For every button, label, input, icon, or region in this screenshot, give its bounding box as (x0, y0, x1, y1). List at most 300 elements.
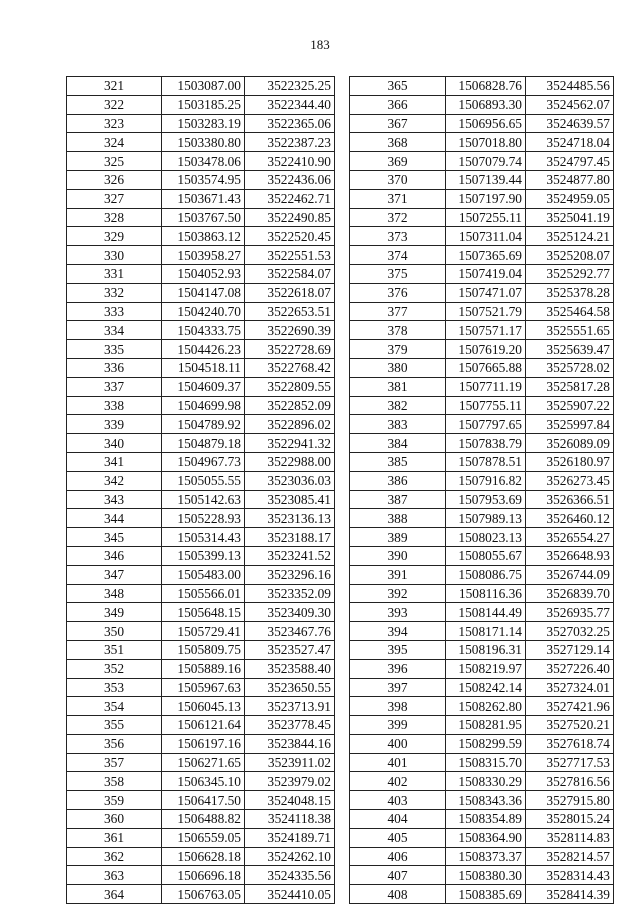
x-coordinate-cell: 1508330.29 (446, 772, 526, 791)
y-coordinate-cell: 3527618.74 (526, 734, 614, 753)
table-row (67, 640, 335, 659)
table-row (350, 377, 614, 396)
point-number-cell: 392 (350, 584, 446, 603)
y-coordinate-cell: 3526648.93 (526, 546, 614, 565)
table-row (350, 208, 614, 227)
x-coordinate-cell: 1505483.00 (162, 565, 245, 584)
x-coordinate-cell: 1507797.65 (446, 415, 526, 434)
x-coordinate-cell: 1504879.18 (162, 434, 245, 453)
point-number-cell: 367 (350, 114, 446, 133)
y-coordinate-cell: 3522653.51 (245, 302, 335, 321)
y-coordinate-cell: 3523650.55 (245, 678, 335, 697)
point-number-cell: 400 (350, 734, 446, 753)
point-number-cell: 349 (67, 603, 162, 622)
table-row (67, 603, 335, 622)
point-number-cell: 372 (350, 208, 446, 227)
x-coordinate-cell: 1507139.44 (446, 170, 526, 189)
table-row (67, 810, 335, 829)
point-number-cell: 395 (350, 640, 446, 659)
point-number-cell: 408 (350, 885, 446, 904)
table-row (67, 546, 335, 565)
y-coordinate-cell: 3527816.56 (526, 772, 614, 791)
y-coordinate-cell: 3525907.22 (526, 396, 614, 415)
y-coordinate-cell: 3523778.45 (245, 716, 335, 735)
table-row (350, 77, 614, 96)
table-row (350, 227, 614, 246)
point-number-cell: 352 (67, 659, 162, 678)
x-coordinate-cell: 1506045.13 (162, 697, 245, 716)
x-coordinate-cell: 1508380.30 (446, 866, 526, 885)
point-number-cell: 383 (350, 415, 446, 434)
point-number-cell: 364 (67, 885, 162, 904)
table-row (67, 77, 335, 96)
y-coordinate-cell: 3526554.27 (526, 528, 614, 547)
table-row (350, 95, 614, 114)
table-row (350, 114, 614, 133)
y-coordinate-cell: 3522852.09 (245, 396, 335, 415)
point-number-cell: 404 (350, 810, 446, 829)
table-row (67, 866, 335, 885)
table-row (350, 321, 614, 340)
x-coordinate-cell: 1503087.00 (162, 77, 245, 96)
y-coordinate-cell: 3522387.23 (245, 133, 335, 152)
y-coordinate-cell: 3524718.04 (526, 133, 614, 152)
x-coordinate-cell: 1507197.90 (446, 189, 526, 208)
point-number-cell: 324 (67, 133, 162, 152)
point-number-cell: 341 (67, 452, 162, 471)
table-row (67, 885, 335, 904)
table-row (67, 828, 335, 847)
point-number-cell: 370 (350, 170, 446, 189)
x-coordinate-cell: 1504052.93 (162, 264, 245, 283)
table-row (350, 847, 614, 866)
table-row (350, 546, 614, 565)
y-coordinate-cell: 3522551.53 (245, 246, 335, 265)
table-row (67, 565, 335, 584)
table-row (350, 885, 614, 904)
x-coordinate-cell: 1507665.88 (446, 358, 526, 377)
point-number-cell: 354 (67, 697, 162, 716)
y-coordinate-cell: 3523036.03 (245, 471, 335, 490)
table-row (67, 189, 335, 208)
point-number-cell: 389 (350, 528, 446, 547)
table-row (67, 452, 335, 471)
point-number-cell: 398 (350, 697, 446, 716)
table-row (350, 152, 614, 171)
point-number-cell: 329 (67, 227, 162, 246)
x-coordinate-cell: 1506271.65 (162, 753, 245, 772)
table-row (67, 302, 335, 321)
x-coordinate-cell: 1507571.17 (446, 321, 526, 340)
x-coordinate-cell: 1505399.13 (162, 546, 245, 565)
y-coordinate-cell: 3523588.40 (245, 659, 335, 678)
x-coordinate-cell: 1503863.12 (162, 227, 245, 246)
x-coordinate-cell: 1506559.05 (162, 828, 245, 847)
point-number-cell: 339 (67, 415, 162, 434)
point-number-cell: 382 (350, 396, 446, 415)
point-number-cell: 351 (67, 640, 162, 659)
y-coordinate-cell: 3523527.47 (245, 640, 335, 659)
y-coordinate-cell: 3522809.55 (245, 377, 335, 396)
table-row (350, 415, 614, 434)
point-number-cell: 342 (67, 471, 162, 490)
x-coordinate-cell: 1504147.08 (162, 283, 245, 302)
table-row (350, 810, 614, 829)
point-number-cell: 386 (350, 471, 446, 490)
table-row (350, 133, 614, 152)
x-coordinate-cell: 1507521.79 (446, 302, 526, 321)
x-coordinate-cell: 1508086.75 (446, 565, 526, 584)
x-coordinate-cell: 1508171.14 (446, 622, 526, 641)
x-coordinate-cell: 1504967.73 (162, 452, 245, 471)
y-coordinate-cell: 3528114.83 (526, 828, 614, 847)
y-coordinate-cell: 3523844.16 (245, 734, 335, 753)
point-number-cell: 357 (67, 753, 162, 772)
table-row (350, 565, 614, 584)
y-coordinate-cell: 3522436.06 (245, 170, 335, 189)
point-number-cell: 333 (67, 302, 162, 321)
y-coordinate-cell: 3524877.80 (526, 170, 614, 189)
y-coordinate-cell: 3526744.09 (526, 565, 614, 584)
point-number-cell: 407 (350, 866, 446, 885)
point-number-cell: 328 (67, 208, 162, 227)
y-coordinate-cell: 3526180.97 (526, 452, 614, 471)
y-coordinate-cell: 3525997.84 (526, 415, 614, 434)
y-coordinate-cell: 3525124.21 (526, 227, 614, 246)
point-number-cell: 402 (350, 772, 446, 791)
table-row (67, 264, 335, 283)
y-coordinate-cell: 3524410.05 (245, 885, 335, 904)
y-coordinate-cell: 3527421.96 (526, 697, 614, 716)
point-number-cell: 331 (67, 264, 162, 283)
point-number-cell: 393 (350, 603, 446, 622)
x-coordinate-cell: 1503958.27 (162, 246, 245, 265)
y-coordinate-cell: 3522728.69 (245, 340, 335, 359)
x-coordinate-cell: 1507079.74 (446, 152, 526, 171)
x-coordinate-cell: 1507619.20 (446, 340, 526, 359)
table-row (67, 152, 335, 171)
x-coordinate-cell: 1508364.90 (446, 828, 526, 847)
page-number: 183 (310, 37, 330, 52)
x-coordinate-cell: 1505142.63 (162, 490, 245, 509)
table-row (350, 659, 614, 678)
table-row (350, 528, 614, 547)
x-coordinate-cell: 1508315.70 (446, 753, 526, 772)
y-coordinate-cell: 3525817.28 (526, 377, 614, 396)
y-coordinate-cell: 3523713.91 (245, 697, 335, 716)
point-number-cell: 406 (350, 847, 446, 866)
point-number-cell: 334 (67, 321, 162, 340)
y-coordinate-cell: 3527324.01 (526, 678, 614, 697)
point-number-cell: 359 (67, 791, 162, 810)
point-number-cell: 369 (350, 152, 446, 171)
point-number-cell: 356 (67, 734, 162, 753)
point-number-cell: 344 (67, 509, 162, 528)
y-coordinate-cell: 3524118.38 (245, 810, 335, 829)
y-coordinate-cell: 3526839.70 (526, 584, 614, 603)
point-number-cell: 355 (67, 716, 162, 735)
x-coordinate-cell: 1506121.64 (162, 716, 245, 735)
x-coordinate-cell: 1506696.18 (162, 866, 245, 885)
x-coordinate-cell: 1507311.04 (446, 227, 526, 246)
x-coordinate-cell: 1504699.98 (162, 396, 245, 415)
x-coordinate-cell: 1505648.15 (162, 603, 245, 622)
table-body-right (350, 77, 614, 904)
x-coordinate-cell: 1508262.80 (446, 697, 526, 716)
point-number-cell: 378 (350, 321, 446, 340)
point-number-cell: 374 (350, 246, 446, 265)
x-coordinate-cell: 1508299.59 (446, 734, 526, 753)
x-coordinate-cell: 1507419.04 (446, 264, 526, 283)
table-row (350, 584, 614, 603)
table-row (67, 396, 335, 415)
y-coordinate-cell: 3525041.19 (526, 208, 614, 227)
point-number-cell: 346 (67, 546, 162, 565)
x-coordinate-cell: 1507878.51 (446, 452, 526, 471)
y-coordinate-cell: 3524262.10 (245, 847, 335, 866)
table-body-left (67, 77, 335, 904)
table-row (67, 678, 335, 697)
x-coordinate-cell: 1508373.37 (446, 847, 526, 866)
table-row (67, 227, 335, 246)
table-row (67, 753, 335, 772)
x-coordinate-cell: 1507953.69 (446, 490, 526, 509)
point-number-cell: 376 (350, 283, 446, 302)
x-coordinate-cell: 1503478.06 (162, 152, 245, 171)
point-number-cell: 403 (350, 791, 446, 810)
table-row (67, 95, 335, 114)
y-coordinate-cell: 3522344.40 (245, 95, 335, 114)
table-row (67, 208, 335, 227)
point-number-cell: 388 (350, 509, 446, 528)
y-coordinate-cell: 3525551.65 (526, 321, 614, 340)
point-number-cell: 323 (67, 114, 162, 133)
x-coordinate-cell: 1506893.30 (446, 95, 526, 114)
y-coordinate-cell: 3522410.90 (245, 152, 335, 171)
x-coordinate-cell: 1506488.82 (162, 810, 245, 829)
table-row (350, 302, 614, 321)
point-number-cell: 394 (350, 622, 446, 641)
y-coordinate-cell: 3522462.71 (245, 189, 335, 208)
x-coordinate-cell: 1504240.70 (162, 302, 245, 321)
point-number-cell: 361 (67, 828, 162, 847)
y-coordinate-cell: 3522690.39 (245, 321, 335, 340)
table-row (67, 246, 335, 265)
point-number-cell: 326 (67, 170, 162, 189)
y-coordinate-cell: 3522618.07 (245, 283, 335, 302)
point-number-cell: 325 (67, 152, 162, 171)
point-number-cell: 332 (67, 283, 162, 302)
x-coordinate-cell: 1508343.36 (446, 791, 526, 810)
x-coordinate-cell: 1505566.01 (162, 584, 245, 603)
y-coordinate-cell: 3527032.25 (526, 622, 614, 641)
point-number-cell: 350 (67, 622, 162, 641)
x-coordinate-cell: 1505889.16 (162, 659, 245, 678)
x-coordinate-cell: 1504609.37 (162, 377, 245, 396)
x-coordinate-cell: 1508281.95 (446, 716, 526, 735)
point-number-cell: 399 (350, 716, 446, 735)
table-row (350, 828, 614, 847)
point-number-cell: 401 (350, 753, 446, 772)
table-row (350, 678, 614, 697)
x-coordinate-cell: 1506197.16 (162, 734, 245, 753)
y-coordinate-cell: 3527129.14 (526, 640, 614, 659)
point-number-cell: 343 (67, 490, 162, 509)
table-row (350, 640, 614, 659)
table-row (67, 340, 335, 359)
point-number-cell: 381 (350, 377, 446, 396)
y-coordinate-cell: 3523085.41 (245, 490, 335, 509)
point-number-cell: 348 (67, 584, 162, 603)
x-coordinate-cell: 1503767.50 (162, 208, 245, 227)
x-coordinate-cell: 1506956.65 (446, 114, 526, 133)
table-row (67, 490, 335, 509)
point-number-cell: 360 (67, 810, 162, 829)
x-coordinate-cell: 1507471.07 (446, 283, 526, 302)
x-coordinate-cell: 1508055.67 (446, 546, 526, 565)
y-coordinate-cell: 3523296.16 (245, 565, 335, 584)
point-number-cell: 371 (350, 189, 446, 208)
table-row (67, 622, 335, 641)
y-coordinate-cell: 3527226.40 (526, 659, 614, 678)
table-row (67, 170, 335, 189)
table-row (67, 321, 335, 340)
y-coordinate-cell: 3522988.00 (245, 452, 335, 471)
y-coordinate-cell: 3522941.32 (245, 434, 335, 453)
table-row (350, 622, 614, 641)
x-coordinate-cell: 1504518.11 (162, 358, 245, 377)
table-row (67, 471, 335, 490)
y-coordinate-cell: 3523467.76 (245, 622, 335, 641)
y-coordinate-cell: 3526273.45 (526, 471, 614, 490)
y-coordinate-cell: 3524959.05 (526, 189, 614, 208)
table-row (350, 471, 614, 490)
point-number-cell: 345 (67, 528, 162, 547)
table-row (350, 716, 614, 735)
y-coordinate-cell: 3522896.02 (245, 415, 335, 434)
y-coordinate-cell: 3526935.77 (526, 603, 614, 622)
x-coordinate-cell: 1505228.93 (162, 509, 245, 528)
coordinates-table-right (349, 76, 614, 904)
x-coordinate-cell: 1503380.80 (162, 133, 245, 152)
x-coordinate-cell: 1506763.05 (162, 885, 245, 904)
table-row (350, 434, 614, 453)
y-coordinate-cell: 3523136.13 (245, 509, 335, 528)
y-coordinate-cell: 3528314.43 (526, 866, 614, 885)
table-row (350, 189, 614, 208)
table-row (67, 659, 335, 678)
table-row (350, 396, 614, 415)
y-coordinate-cell: 3525464.58 (526, 302, 614, 321)
point-number-cell: 385 (350, 452, 446, 471)
y-coordinate-cell: 3524797.45 (526, 152, 614, 171)
point-number-cell: 358 (67, 772, 162, 791)
point-number-cell: 330 (67, 246, 162, 265)
point-number-cell: 363 (67, 866, 162, 885)
y-coordinate-cell: 3523188.17 (245, 528, 335, 547)
x-coordinate-cell: 1507916.82 (446, 471, 526, 490)
x-coordinate-cell: 1504333.75 (162, 321, 245, 340)
x-coordinate-cell: 1505967.63 (162, 678, 245, 697)
y-coordinate-cell: 3524485.56 (526, 77, 614, 96)
table-row (67, 358, 335, 377)
table-row (67, 697, 335, 716)
x-coordinate-cell: 1508354.89 (446, 810, 526, 829)
x-coordinate-cell: 1507989.13 (446, 509, 526, 528)
x-coordinate-cell: 1505729.41 (162, 622, 245, 641)
point-number-cell: 387 (350, 490, 446, 509)
x-coordinate-cell: 1503283.19 (162, 114, 245, 133)
point-number-cell: 338 (67, 396, 162, 415)
point-number-cell: 405 (350, 828, 446, 847)
y-coordinate-cell: 3524639.57 (526, 114, 614, 133)
table-row (67, 133, 335, 152)
y-coordinate-cell: 3524048.15 (245, 791, 335, 810)
y-coordinate-cell: 3524335.56 (245, 866, 335, 885)
table-row (350, 753, 614, 772)
x-coordinate-cell: 1505314.43 (162, 528, 245, 547)
y-coordinate-cell: 3527717.53 (526, 753, 614, 772)
table-row (350, 772, 614, 791)
x-coordinate-cell: 1508385.69 (446, 885, 526, 904)
x-coordinate-cell: 1508242.14 (446, 678, 526, 697)
x-coordinate-cell: 1506345.10 (162, 772, 245, 791)
x-coordinate-cell: 1504789.92 (162, 415, 245, 434)
table-row (67, 772, 335, 791)
table-row (350, 246, 614, 265)
point-number-cell: 375 (350, 264, 446, 283)
x-coordinate-cell: 1508023.13 (446, 528, 526, 547)
x-coordinate-cell: 1506417.50 (162, 791, 245, 810)
point-number-cell: 340 (67, 434, 162, 453)
table-row (350, 791, 614, 810)
x-coordinate-cell: 1507365.69 (446, 246, 526, 265)
x-coordinate-cell: 1507255.11 (446, 208, 526, 227)
table-row (350, 734, 614, 753)
y-coordinate-cell: 3522325.25 (245, 77, 335, 96)
y-coordinate-cell: 3522584.07 (245, 264, 335, 283)
y-coordinate-cell: 3523352.09 (245, 584, 335, 603)
point-number-cell: 391 (350, 565, 446, 584)
x-coordinate-cell: 1505055.55 (162, 471, 245, 490)
table-row (350, 340, 614, 359)
x-coordinate-cell: 1507755.11 (446, 396, 526, 415)
x-coordinate-cell: 1503574.95 (162, 170, 245, 189)
table-row (67, 716, 335, 735)
point-number-cell: 327 (67, 189, 162, 208)
point-number-cell: 380 (350, 358, 446, 377)
table-row (350, 490, 614, 509)
y-coordinate-cell: 3524562.07 (526, 95, 614, 114)
y-coordinate-cell: 3523409.30 (245, 603, 335, 622)
table-row (67, 528, 335, 547)
x-coordinate-cell: 1504426.23 (162, 340, 245, 359)
table-row (67, 734, 335, 753)
y-coordinate-cell: 3525208.07 (526, 246, 614, 265)
table-row (67, 509, 335, 528)
point-number-cell: 396 (350, 659, 446, 678)
y-coordinate-cell: 3525292.77 (526, 264, 614, 283)
y-coordinate-cell: 3526089.09 (526, 434, 614, 453)
y-coordinate-cell: 3526460.12 (526, 509, 614, 528)
table-row (67, 791, 335, 810)
table-row (67, 847, 335, 866)
x-coordinate-cell: 1507711.19 (446, 377, 526, 396)
point-number-cell: 390 (350, 546, 446, 565)
y-coordinate-cell: 3525639.47 (526, 340, 614, 359)
y-coordinate-cell: 3528015.24 (526, 810, 614, 829)
point-number-cell: 373 (350, 227, 446, 246)
